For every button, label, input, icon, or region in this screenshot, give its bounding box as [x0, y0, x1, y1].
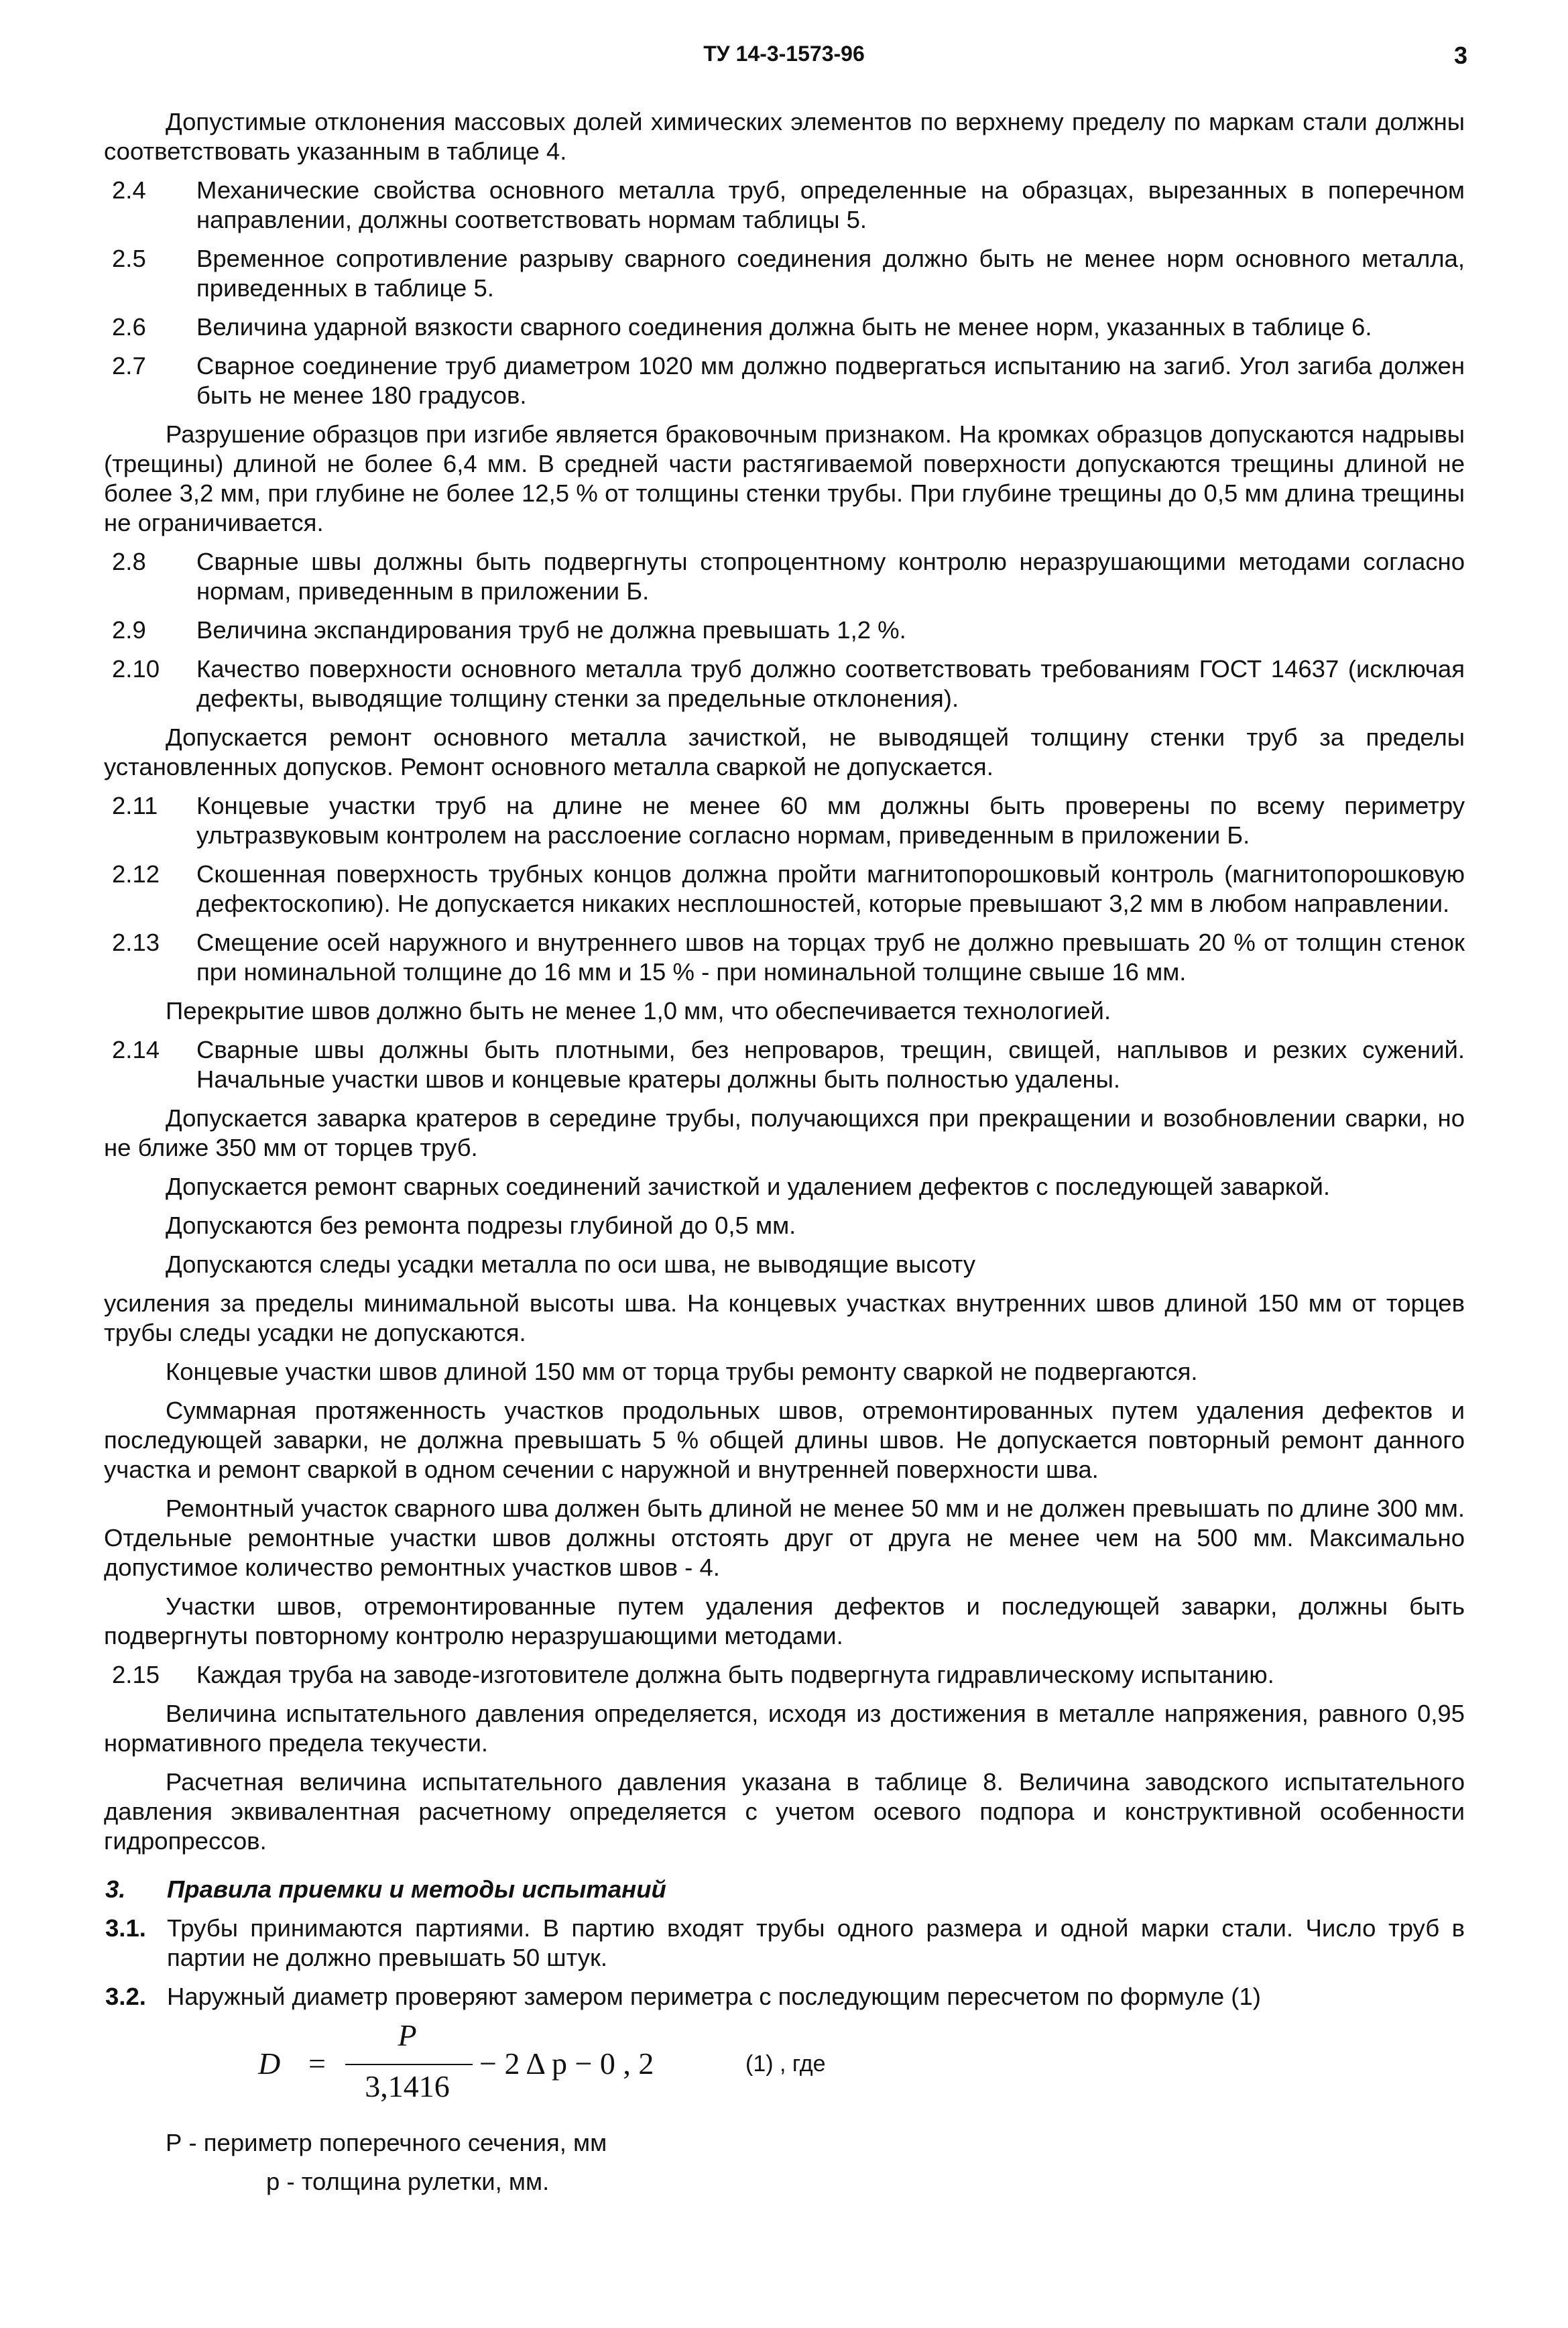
clause-text: Наружный диаметр проверяют замером периметра с последующим пересчетом по формуле (1)	[167, 1983, 1261, 2010]
clause-2-15-note: Величина испытательного давления определяется, исходя из достижения в металле напряжения, равного 0,95 нормативного предела текучести.	[104, 1700, 1465, 1757]
document-code: ТУ 14-3-1573-96	[703, 42, 865, 66]
clause-2-7	[104, 351, 1465, 410]
clause-2-12	[104, 860, 1465, 919]
clause-number: 2.4	[112, 176, 146, 204]
clause-number: 2.7	[112, 352, 146, 380]
clause-2-14-note: Ремонтный участок сварного шва должен быть длиной не менее 50 мм и не должен превышать по длине 300 мм. Отдельные ремонтные участки швов должны отстоять друг от друга не менее чем на 500 мм. Максимально допустимое количество ремонтных участков швов - 4.	[104, 1495, 1465, 1581]
clause-2-14-note: Допускаются без ремонта подрезы глубиной до 0,5 мм.	[166, 1212, 796, 1239]
formula-definitions	[166, 2128, 1465, 2197]
clause-2-13-note: Перекрытие швов должно быть не менее 1,0 мм, что обеспечивается технологией.	[166, 997, 1111, 1025]
clause-2-14	[104, 1035, 1465, 1094]
clause-2-7-note: Разрушение образцов при изгибе является браковочным признаком. На кромках образцов допускаются надрывы (трещины) длиной не более 6,4 мм. В средней части растягиваемой поверхности допускаются трещины длиной не более 3,2 мм, при глубине не более 12,5 % от толщины стенки трубы. При глубине трещины до 0,5 мм длина трещины не ограничивается.	[104, 420, 1465, 536]
clause-text: Величина экспандирования труб не должна превышать 1,2 %.	[196, 616, 906, 644]
clause-2-5	[104, 244, 1465, 303]
page-header	[0, 42, 1568, 82]
fraction-bar	[345, 2064, 473, 2065]
clause-number: 3.1.	[105, 1914, 146, 1942]
clause-number: 2.12	[112, 860, 160, 888]
formula-equals: =	[308, 2046, 326, 2081]
clause-2-13	[104, 928, 1465, 987]
section-title: Правила приемки и методы испытаний	[167, 1875, 666, 1903]
clause-number: 2.8	[112, 548, 146, 575]
clause-2-10	[104, 654, 1465, 713]
clause-number: 2.5	[112, 245, 146, 272]
clause-2-9	[104, 616, 1465, 645]
formula-label: (1) , где	[745, 2051, 826, 2077]
clause-2-14-note: Суммарная протяженность участков продольных швов, отремонтированных путем удаления дефектов и последующей заварки, не должна превышать 5 % общей длины швов. Не допускается повторный ремонт данного участка и ремонт сваркой в одном сечении с наружной и внутренней поверхности шва.	[104, 1397, 1465, 1483]
formula-rest: − 2 Δ p − 0 , 2	[479, 2046, 654, 2081]
clause-number: 2.15	[112, 1661, 160, 1688]
diameter-formula	[104, 2018, 1465, 2115]
clause-text: Механические свойства основного металла труб, определенные на образцах, вырезанных в поперечном направлении, должны соответствовать нормам таблицы 5.	[196, 176, 1465, 233]
clause-text: Концевые участки труб на длине не менее 60 мм должны быть проверены по всему периметру ультразвуковым контролем на расслоение согласно нормам, приведенным в приложении Б.	[196, 792, 1465, 849]
clause-2-10-note: Допускается ремонт основного металла зачисткой, не выводящей толщину стенки труб за пределы установленных допусков. Ремонт основного металла сваркой не допускается.	[104, 723, 1465, 780]
definition-tape-thickness: р - толщина рулетки, мм.	[266, 2168, 550, 2195]
clause-2-14-note: Допускаются следы усадки металла по оси шва, не выводящие высоту	[166, 1250, 976, 1278]
document-body	[104, 107, 1465, 2206]
clause-number: 2.13	[112, 929, 160, 956]
clause-text: Сварные швы должны быть подвергнуты стопроцентному контролю неразрушающими методами согласно нормам, приведенным в приложении Б.	[196, 548, 1465, 605]
page-number: 3	[1453, 42, 1467, 69]
section-3-heading	[104, 1875, 1465, 1904]
clause-2-14-note: Допускается ремонт сварных соединений зачисткой и удалением дефектов с последующей заваркой.	[166, 1173, 1330, 1200]
clause-number: 2.14	[112, 1036, 160, 1063]
clause-number: 2.10	[112, 655, 160, 683]
clause-text: Качество поверхности основного металла труб должно соответствовать требованиям ГОСТ 14637 (исключая дефекты, выводящие толщину стенки за предельные отклонения).	[196, 655, 1465, 712]
clause-2-6	[104, 312, 1465, 342]
clause-2-14-note: Участки швов, отремонтированные путем удаления дефектов и последующей заварки, должны быть подвергнуты повторному контролю неразрушающими методами.	[104, 1592, 1465, 1649]
formula-denominator: 3,1416	[365, 2069, 450, 2103]
clause-text: Сварное соединение труб диаметром 1020 мм должно подвергаться испытанию на загиб. Угол загиба должен быть не менее 180 градусов.	[196, 352, 1465, 409]
section-number: 3.	[105, 1875, 126, 1903]
clause-2-4	[104, 176, 1465, 235]
clause-text: Скошенная поверхность трубных концов должна пройти магнитопорошковый контроль (магнитопорошковую дефектоскопию). Не допускается никаких несплошностей, которые превышают 3,2 мм в любом направлении.	[196, 860, 1465, 917]
clause-2-14-note: Допускается заварка кратеров в середине трубы, получающихся при прекращении и возобновлении сварки, но не ближе 350 мм от торцев труб.	[104, 1104, 1465, 1161]
clause-2-15-note: Расчетная величина испытательного давления указана в таблице 8. Величина заводского испытательного давления эквивалентная расчетному определяется с учетом осевого подпора и конструктивной особенности гидропрессов.	[104, 1768, 1465, 1855]
formula-lhs: D	[258, 2046, 281, 2081]
clause-text: Каждая труба на заводе-изготовителе должна быть подвергнута гидравлическому испытанию.	[196, 1661, 1274, 1688]
intro-paragraph: Допустимые отклонения массовых долей химических элементов по верхнему пределу по маркам стали должны соответствовать указанным в таблице 4.	[104, 108, 1465, 165]
clause-text: Величина ударной вязкости сварного соединения должна быть не менее норм, указанных в таблице 6.	[196, 313, 1372, 341]
clause-2-14-note: Концевые участки швов длиной 150 мм от торца трубы ремонту сваркой не подвергаются.	[166, 1358, 1198, 1385]
clause-number: 2.9	[112, 616, 146, 644]
clause-number: 2.11	[112, 792, 158, 819]
clause-3-2	[104, 1982, 1465, 2012]
definition-perimeter: Р - периметр поперечного сечения, мм	[166, 2129, 607, 2156]
clause-text: Смещение осей наружного и внутреннего швов на торцах труб не должно превышать 20 % от толщин стенок при номинальной толщине до 16 мм и 15 % - при номинальной толщине свыше 16 мм.	[196, 929, 1465, 986]
clause-number: 2.6	[112, 313, 146, 341]
clause-2-8	[104, 547, 1465, 606]
clause-text: Трубы принимаются партиями. В партию входят трубы одного размера и одной марки стали. Число труб в партии не должно превышать 50 штук.	[167, 1914, 1465, 1971]
formula-numerator: P	[398, 2018, 417, 2052]
clause-text: Временное сопротивление разрыву сварного соединения должно быть не менее норм основного металла, приведенных в таблице 5.	[196, 245, 1465, 302]
clause-text: Сварные швы должны быть плотными, без непроваров, трещин, свищей, наплывов и резких сужений. Начальные участки швов и концевые кратеры должны быть полностью удалены.	[196, 1036, 1465, 1093]
clause-2-14-note-continued: усиления за пределы минимальной высоты шва. На концевых участках внутренних швов длиной 150 мм от торцев трубы следы усадки не допускаются.	[104, 1289, 1465, 1346]
clause-2-11	[104, 791, 1465, 850]
clause-number: 3.2.	[105, 1983, 146, 2010]
clause-2-15	[104, 1660, 1465, 1690]
clause-3-1	[104, 1914, 1465, 1973]
